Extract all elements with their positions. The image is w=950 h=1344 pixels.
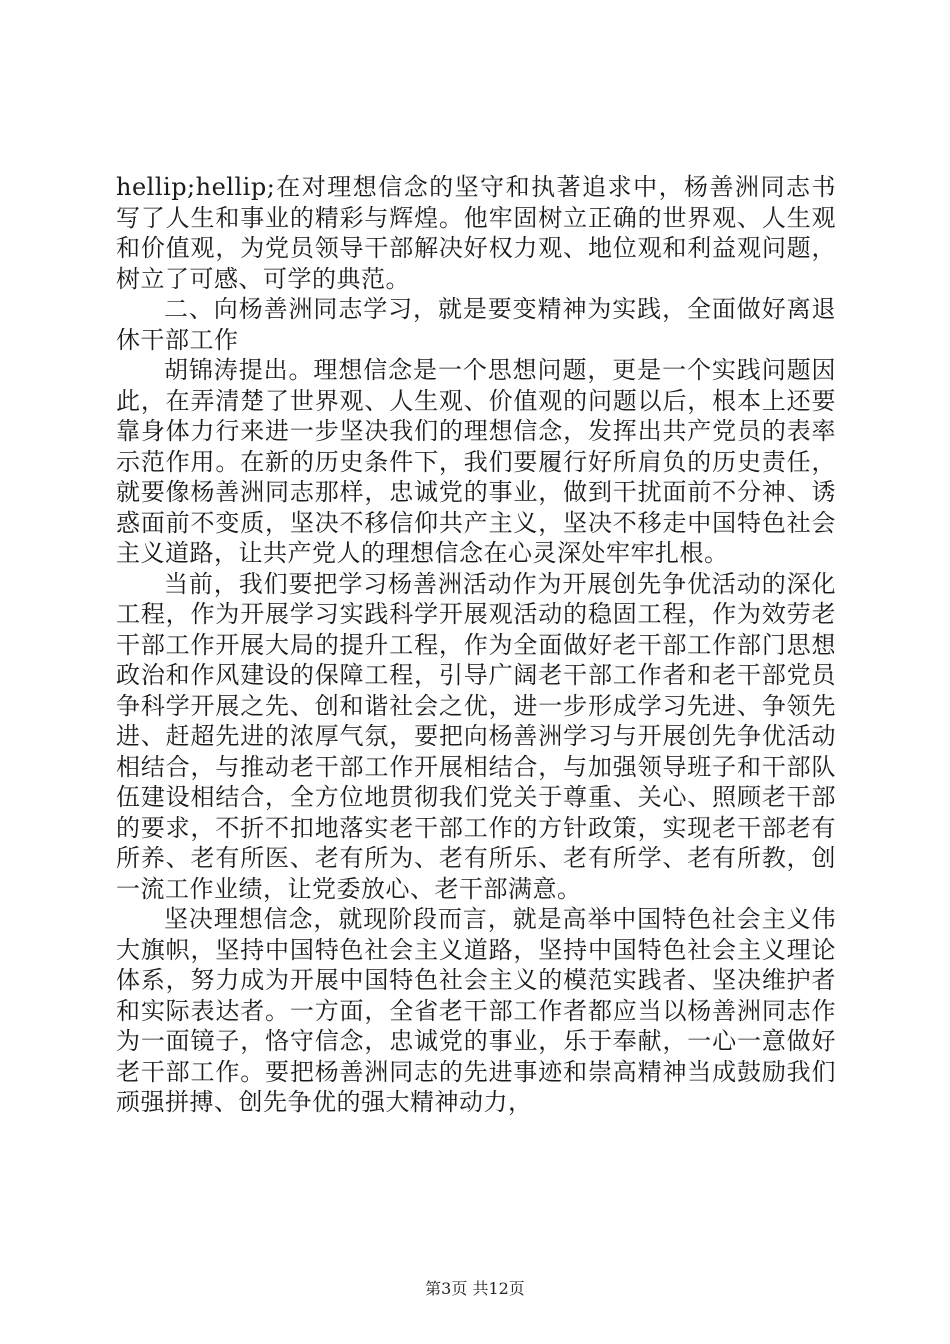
paragraph-4: 当前，我们要把学习杨善洲活动作为开展创先争优活动的深化工程，作为开展学习实践科学开展观活动的稳固工程，作为效劳老干部工作开展大局的提升工程，作为全面做好老干部工作部门思想政治和作风建设的保障工程，引导广阔老干部工作者和老干部党员争科学开展之先、创和谐社会之优，进一步形成学习先进、争领先进、赶超先进的浓厚气氛，要把向杨善洲学习与开展创先争优活动相结合，与推动老干部工作开展相结合，与加强领导班子和干部队伍建设相结合，全方位地贯彻我们党关于尊重、关心、照顾老干部的要求，不折不扣地落实老干部工作的方针政策，实现老干部老有所养、老有所医、老有所为、老有所乐、老有所学、老有所教，创一流工作业绩，让党委放心、老干部满意。 [116, 569, 836, 903]
document-body [116, 172, 836, 1118]
paragraph-5: 坚决理想信念，就现阶段而言，就是高举中国特色社会主义伟大旗帜，坚持中国特色社会主义道路，坚持中国特色社会主义理论体系，努力成为开展中国特色社会主义的模范实践者、坚决维护者和实际表达者。一方面，全省老干部工作者都应当以杨善洲同志作为一面镜子，恪守信念，忠诚党的事业，乐于奉献，一心一意做好老干部工作。要把杨善洲同志的先进事迹和崇高精神当成鼓励我们顽强拼搏、创先争优的强大精神动力， [116, 905, 836, 1116]
section-heading-2: 二、向杨善洲同志学习，就是要变精神为实践，全面做好离退休干部工作 [116, 295, 836, 354]
page-number-footer: 第3页 共12页 [425, 1279, 525, 1298]
paragraph-1: hellip;hellip;在对理想信念的坚守和执著追求中，杨善洲同志书写了人生和事业的精彩与辉煌。他牢固树立正确的世界观、人生观和价值观，为党员领导干部解决好权力观、地位观和利益观问题，树立了可感、可学的典范。 [116, 173, 836, 293]
paragraph-3: 胡锦涛提出。理想信念是一个思想问题，更是一个实践问题因此，在弄清楚了世界观、人生观、价值观的问题以后，根本上还要靠身体力行来进一步坚决我们的理想信念，发挥出共产党员的表率示范作用。在新的历史条件下，我们要履行好所肩负的历史责任，就要像杨善洲同志那样，忠诚党的事业，做到干扰面前不分神、诱惑面前不变质，坚决不移信仰共产主义，坚决不移走中国特色社会主义道路，让共产党人的理想信念在心灵深处牢牢扎根。 [116, 356, 836, 567]
